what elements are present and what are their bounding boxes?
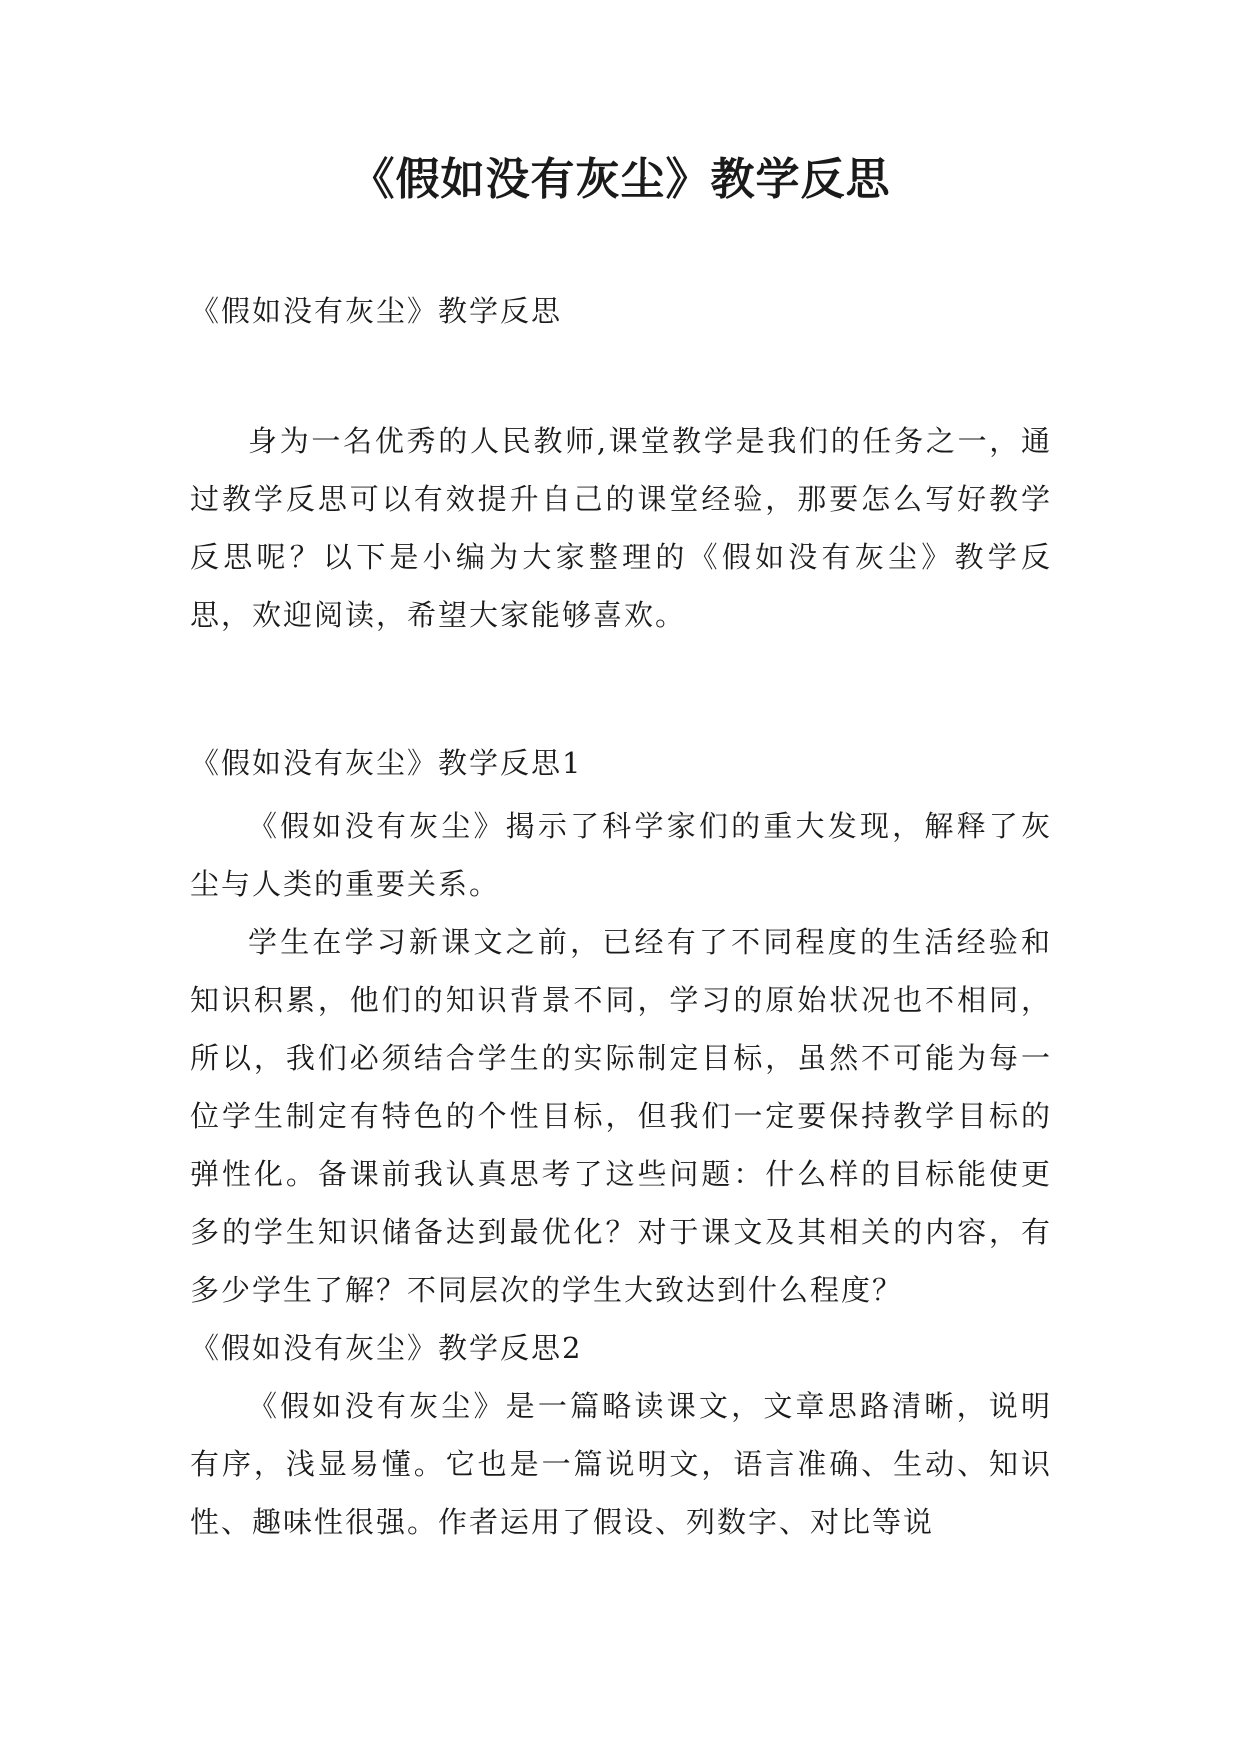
spacer [190,644,1052,744]
section1-paragraph-1: 《假如没有灰尘》揭示了科学家们的重大发现，解释了灰尘与人类的重要关系。 [190,809,1052,901]
section-heading-1: 《假如没有灰尘》教学反思1 [190,746,583,780]
section2-paragraph-1: 《假如没有灰尘》是一篇略读课文，文章思路清晰，说明有序，浅显易懂。它也是一篇说明文，语言准确、生动、知识性、趣味性很强。作者运用了假设、列数字、对比等说 [190,1389,1052,1539]
spacer [190,330,1052,412]
spacer [190,782,1052,797]
document-title: 《假如没有灰尘》教学反思 [350,154,891,205]
intro-paragraph: 身为一名优秀的人民教师,课堂教学是我们的任务之一，通过教学反思可以有效提升自己的课堂经验，那要怎么写好教学反思呢？以下是小编为大家整理的《假如没有灰尘》教学反思，欢迎阅读，希望大家能够喜欢。 [190,424,1052,632]
document-subtitle: 《假如没有灰尘》教学反思 [190,294,563,328]
section1-paragraph-2: 学生在学习新课文之前，已经有了不同程度的生活经验和知识积累，他们的知识背景不同，学习的原始状况也不相同，所以，我们必须结合学生的实际制定目标，虽然不可能为每一位学生制定有特色的个性目标，但我们一定要保持教学目标的弹性化。备课前我认真思考了这些问题：什么样的目标能使更多的学生知识储备达到最优化？对于课文及其相关的内容，有多少学生了解？不同层次的学生大致达到什么程度？ [190,925,1052,1307]
document-body [190,292,1052,1551]
section-heading-2: 《假如没有灰尘》教学反思2 [190,1331,583,1365]
